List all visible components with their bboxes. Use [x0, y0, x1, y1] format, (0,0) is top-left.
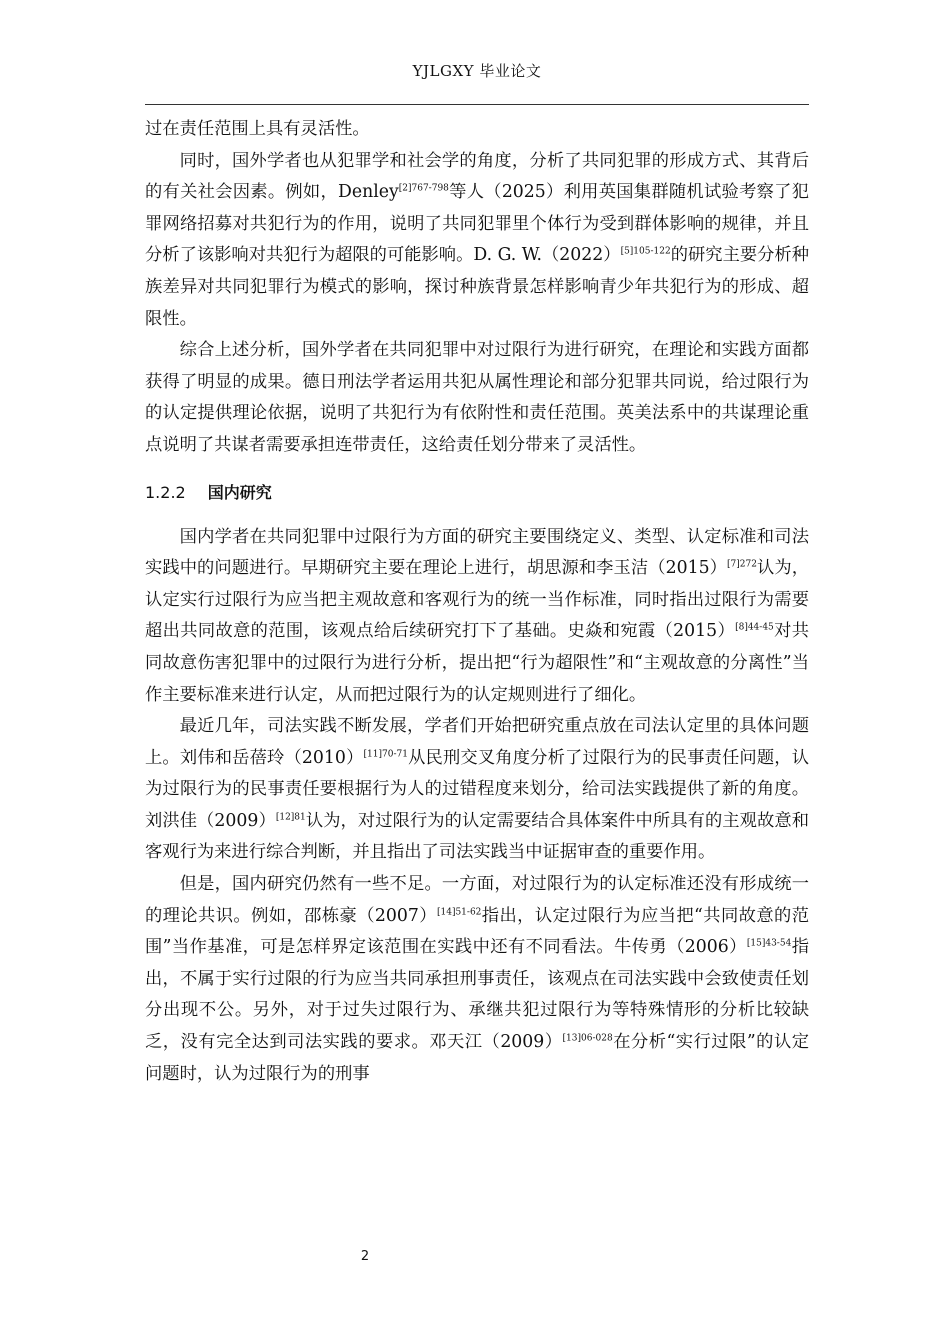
- paragraph-domestic-early: [145, 522, 809, 712]
- paragraph-text: 等人（2025）利用英国集群随机试验考察了犯罪网络招募对共犯行为的作用，说明了共同犯罪里个体行为受到群体影响的规律，并且分析了该影响对共犯行为超限的可能影响。D. G. W.（2022）: [145, 182, 809, 266]
- citation: [8]44-45: [735, 622, 774, 633]
- citation: [11]70-71: [363, 748, 408, 759]
- paragraph-foreign-summary: 综合上述分析，国外学者在共同犯罪中对过限行为进行研究，在理论和实践方面都获得了明显的成果。德日刑法学者运用共犯从属性理论和部分犯罪共同说，给过限行为的认定提供理论依据，说明了共犯行为有依附性和责任范围。英美法系中的共谋理论重点说明了共谋者需要承担连带责任，这给责任划分带来了灵活性。: [145, 340, 809, 455]
- paragraph-text: 从民刑交叉角度分析了过限行为的民事责任问题，认为过限行为的民事责任要根据行为人的过错程度来划分，给司法实践提供了新的角度。刘洪佳（2009）: [145, 747, 809, 831]
- page-number: 2: [360, 1249, 370, 1264]
- paragraph-text: 最近几年，司法实践不断发展，学者们开始把研究重点放在司法认定里的具体问题上。刘伟和岳蓓玲（2010）: [145, 716, 809, 768]
- paragraph-text: 认为，认定实行过限行为应当把主观故意和客观行为的统一当作标准，同时指出过限行为需要超出共同故意的范围，该观点给后续研究打下了基础。史焱和宛霞（2015）: [145, 558, 809, 642]
- paragraph-continuation: 过在责任范围上具有灵活性。: [145, 119, 370, 139]
- paragraph-text: 国内学者在共同犯罪中过限行为方面的研究主要围绕定义、类型、认定标准和司法实践中的问题进行。早期研究主要在理论上进行，胡思源和李玉洁（2015）: [145, 526, 809, 579]
- paragraph-domestic-recent: [145, 711, 809, 869]
- section-heading: [145, 478, 809, 508]
- page-header: YJLGXY 毕业论文: [412, 62, 542, 80]
- citation: [7]272: [727, 559, 757, 570]
- paragraph-text: 对共同故意伤害犯罪中的过限行为进行分析，提出把“行为超限性”和“主观故意的分离性”当作主要标准来进行认定，从而把过限行为的认定规则进行了细化。: [145, 621, 809, 705]
- citation: [2]767-798: [398, 183, 449, 194]
- section-number: 1.2.2: [145, 482, 186, 502]
- citation: [14]51-62: [436, 906, 482, 917]
- paragraph-text: 但是，国内研究仍然有一些不足。一方面，对过限行为的认定标准还没有形成统一的理论共识。例如，邵栋豪（2007）: [145, 874, 809, 926]
- paragraph-foreign-sociology: [145, 146, 809, 336]
- paragraph-text: 在分析“实行过限”的认定问题时，认为过限行为的刑事: [145, 1032, 809, 1084]
- body-text: [145, 114, 809, 1090]
- paragraph-text: 认为，对过限行为的认定需要结合具体案件中所具有的主观故意和客观行为来进行综合判断，并且指出了司法实践当中证据审查的重要作用。: [145, 810, 809, 863]
- paragraph-text: 同时，国外学者也从犯罪学和社会学的角度，分析了共同犯罪的形成方式、其背后的有关社会因素。例如，Denley: [145, 150, 809, 203]
- citation: [15]43-54: [746, 938, 792, 949]
- citation: [12]81: [275, 812, 306, 823]
- paragraph-text: 指出，认定过限行为应当把“共同故意的范围”当作基准，可是怎样界定该范围在实践中还有不同看法。牛传勇（2006）: [145, 905, 809, 958]
- paragraph-text: 指出，不属于实行过限的行为应当共同承担刑事责任，该观点在司法实践中会致使责任划分出现不公。另外，对于过失过限行为、承继共犯过限行为等特殊情形的分析比较缺乏，没有完全达到司法实践的要求。邓天江（2009）: [145, 937, 809, 1053]
- paragraph-text: 的研究主要分析种族差异对共同犯罪行为模式的影响，探讨种族背景怎样影响青少年共犯行为的形成、超限性。: [145, 245, 809, 329]
- section-title: 国内研究: [207, 482, 272, 502]
- paragraph-domestic-shortcomings: [145, 869, 809, 1090]
- citation: [13]06-028: [562, 1033, 613, 1044]
- citation: [5]105-122: [620, 246, 671, 257]
- header-divider: [145, 104, 809, 105]
